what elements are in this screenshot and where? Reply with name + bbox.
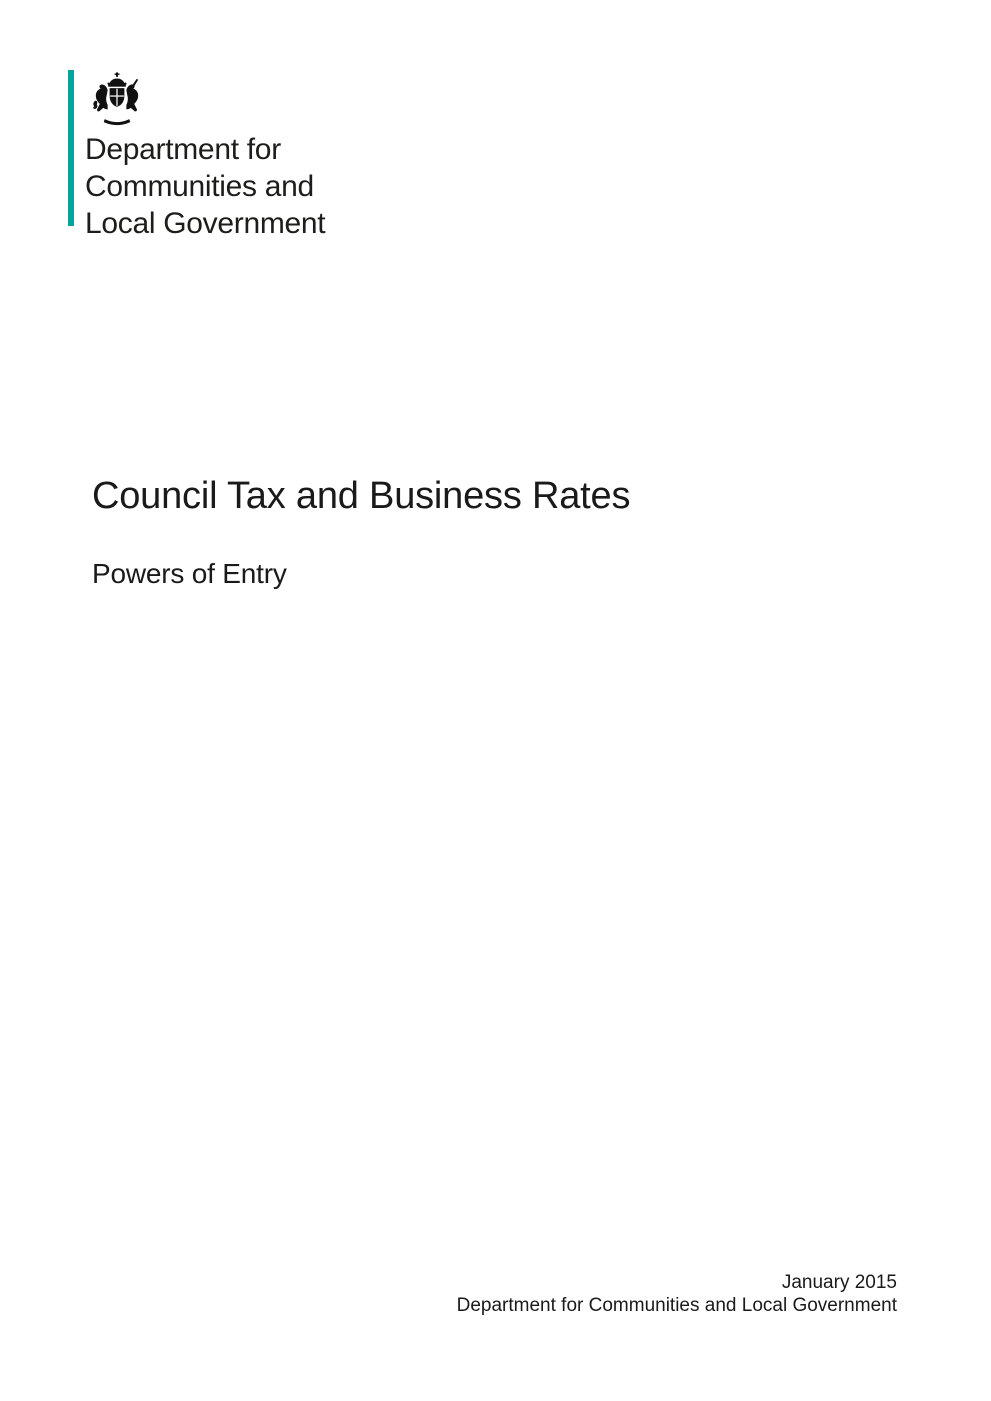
footer-date: January 2015 (781, 1272, 897, 1293)
royal-coat-of-arms-icon (85, 71, 149, 127)
logo-department-name (85, 131, 325, 242)
page-title: Council Tax and Business Rates (92, 475, 631, 517)
logo-line-1: Department for (85, 133, 281, 166)
logo-body (85, 70, 325, 242)
cover-footer (457, 1271, 897, 1317)
footer-department: Department for Communities and Local Government (456, 1295, 897, 1316)
logo-line-3: Local Government (85, 207, 326, 240)
logo-accent-bar (68, 70, 74, 226)
logo-line-2: Communities and (85, 170, 314, 203)
page-subtitle: Powers of Entry (92, 558, 287, 589)
dclg-logo (68, 70, 325, 242)
